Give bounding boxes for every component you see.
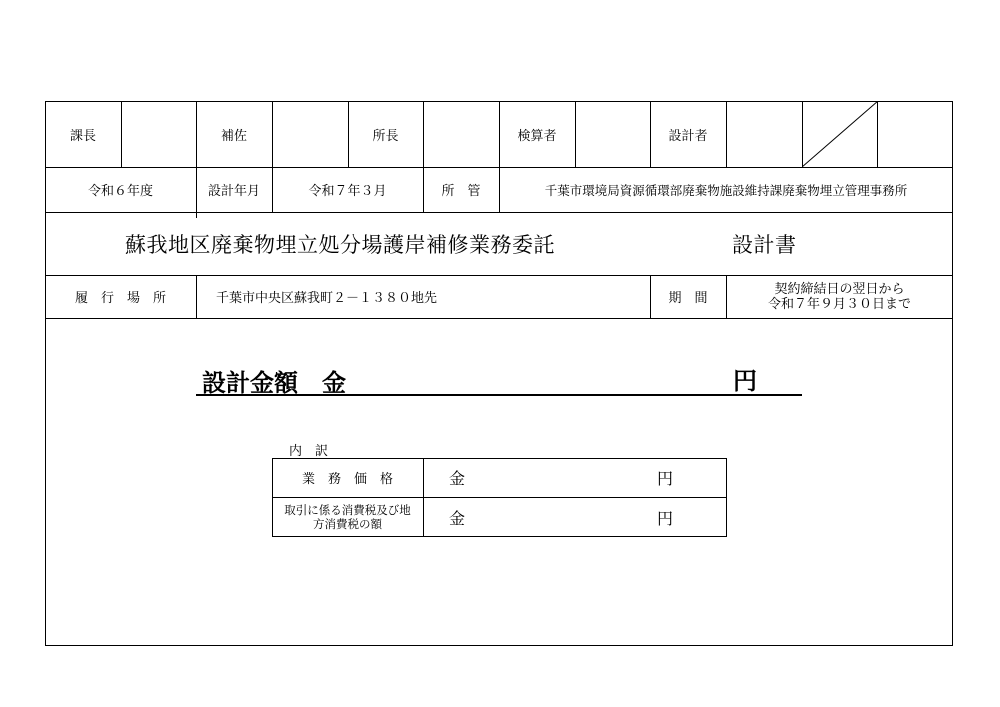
project-title: 蘇我地区廃棄物埋立処分場護岸補修業務委託 [125, 233, 555, 257]
tax-kin: 金 [448, 508, 465, 528]
tax-label-line-2: 方消費税の額 [313, 517, 382, 531]
label-section-chief: 課長 [70, 128, 97, 144]
tax-yen: 円 [656, 508, 673, 528]
period-line-1: 契約締結日の翌日から [774, 281, 905, 297]
period-value [726, 275, 953, 318]
fiscal-year: 令和６年度 [87, 184, 153, 199]
row-divider [45, 318, 953, 319]
period-label: 期 間 [668, 291, 708, 306]
jurisdiction: 千葉市環境局資源循環部廃棄物施設維持課廃棄物埋立管理事務所 [544, 182, 908, 198]
jurisdiction-label: 所 管 [441, 184, 481, 199]
design-date: 令和７年３月 [308, 184, 387, 199]
document-type: 設計書 [732, 233, 797, 257]
tax-label [272, 497, 423, 537]
label-office-head: 所長 [372, 128, 399, 144]
col-divider [121, 101, 122, 167]
diagonal-strike [802, 101, 878, 167]
period-line-2: 令和７年９月３０日まで [767, 296, 911, 312]
col-divider [726, 101, 727, 167]
location-label: 履 行 場 所 [74, 291, 166, 306]
design-amount-unit: 円 [733, 367, 757, 395]
label-designer: 設計者 [668, 128, 708, 144]
location-value: 千葉市中央区蘇我町２－１３８０地先 [216, 291, 438, 306]
design-amount-label: 設計金額 金 [202, 369, 346, 397]
label-calculator: 検算者 [517, 128, 557, 144]
business-price-kin: 金 [448, 469, 465, 488]
col-divider [575, 101, 576, 167]
design-date-label: 設計年月 [207, 184, 260, 199]
breakdown-heading: 内 訳 [289, 443, 329, 459]
label-assistant: 補佐 [220, 128, 247, 144]
business-price-label: 業 務 価 格 [301, 472, 393, 487]
row-divider [45, 212, 953, 213]
breakdown-col-divider [423, 458, 424, 537]
business-price-yen: 円 [656, 469, 673, 488]
design-amount-underline [196, 394, 802, 396]
tax-label-line-1: 取引に係る消費税及び地 [284, 503, 411, 517]
